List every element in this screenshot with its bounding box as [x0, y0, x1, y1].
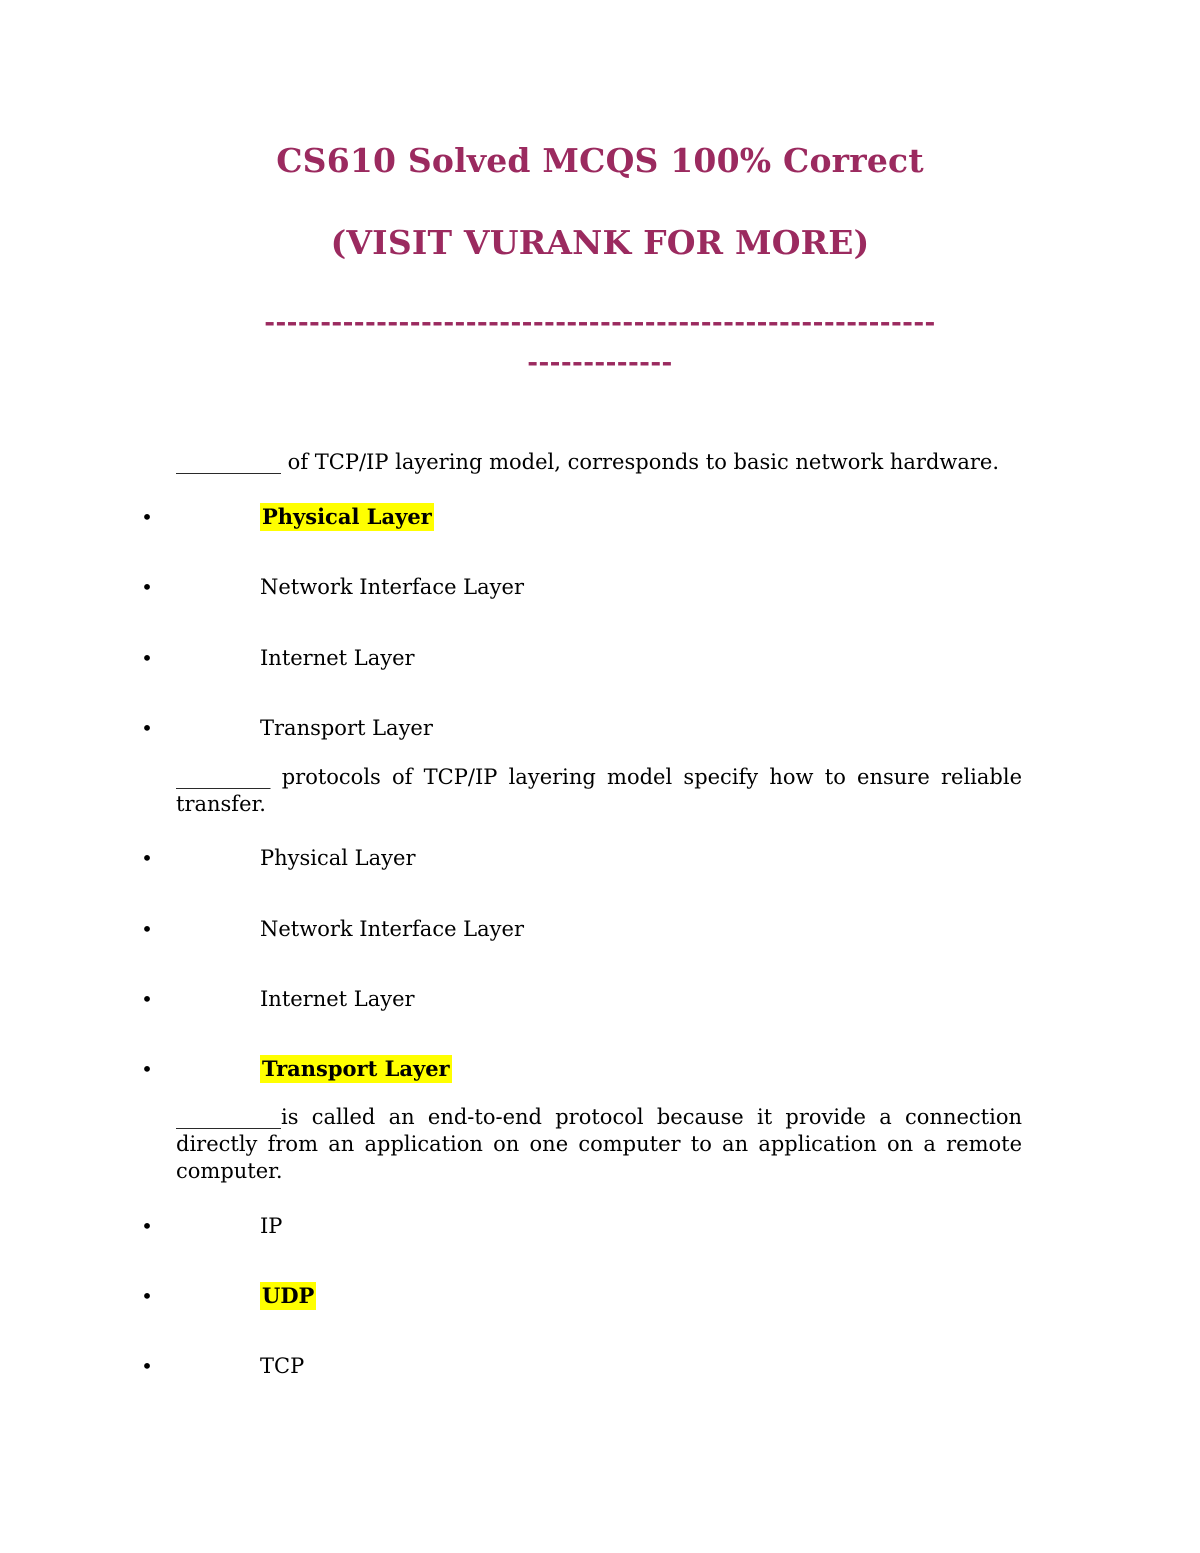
- option-label: TCP: [260, 1354, 305, 1378]
- bullet-icon: •: [141, 1214, 153, 1238]
- option-label-correct: UDP: [262, 1283, 315, 1308]
- bullet-icon: •: [141, 917, 153, 941]
- question-3-option-2: [140, 1282, 1020, 1314]
- option-label-correct: Transport Layer: [262, 1056, 450, 1081]
- document-subtitle: (VISIT VURANK FOR MORE): [330, 223, 870, 262]
- question-2-option-2: [140, 915, 1020, 947]
- option-label: Network Interface Layer: [260, 575, 524, 599]
- question-2-option-4: [140, 1055, 1020, 1087]
- question-1-option-1: [140, 503, 1020, 535]
- question-3-option-3: [140, 1352, 1020, 1384]
- option-label-correct: Physical Layer: [262, 504, 432, 529]
- question-1-option-2: [140, 573, 1020, 605]
- bullet-icon: •: [141, 716, 153, 740]
- option-label: Internet Layer: [260, 987, 415, 1011]
- bullet-icon: •: [141, 646, 153, 670]
- question-1-option-4: [140, 714, 1020, 746]
- question-2-text: _________ protocols of TCP/IP layering model specify how to ensure reliable transfer.: [176, 765, 1022, 816]
- option-label: IP: [260, 1214, 283, 1238]
- question-1-option-3: [140, 644, 1020, 676]
- question-3-text: __________is called an end-to-end protocol because it provide a connection directly from an application on one computer to an application on a remote computer.: [176, 1105, 1022, 1183]
- bullet-icon: •: [141, 1284, 153, 1308]
- document-title: CS610 Solved MCQS 100% Correct: [276, 141, 924, 180]
- option-label: Physical Layer: [260, 846, 416, 870]
- bullet-icon: •: [141, 575, 153, 599]
- bullet-icon: •: [141, 505, 153, 529]
- question-1-text: __________ of TCP/IP layering model, corresponds to basic network hardware.: [176, 450, 1000, 474]
- option-label: Network Interface Layer: [260, 917, 524, 941]
- option-label: Transport Layer: [260, 716, 433, 740]
- question-3-option-1: [140, 1212, 1020, 1244]
- question-2-option-3: [140, 985, 1020, 1017]
- bullet-icon: •: [141, 1354, 153, 1378]
- question-2-option-1: [140, 844, 1020, 876]
- bullet-icon: •: [141, 987, 153, 1011]
- dashed-rule-line-2: -------------: [527, 350, 673, 376]
- option-label: Internet Layer: [260, 646, 415, 670]
- dashed-rule-line-1: ------------------------------------------------------------: [264, 310, 936, 336]
- bullet-icon: •: [141, 846, 153, 870]
- bullet-icon: •: [141, 1057, 153, 1081]
